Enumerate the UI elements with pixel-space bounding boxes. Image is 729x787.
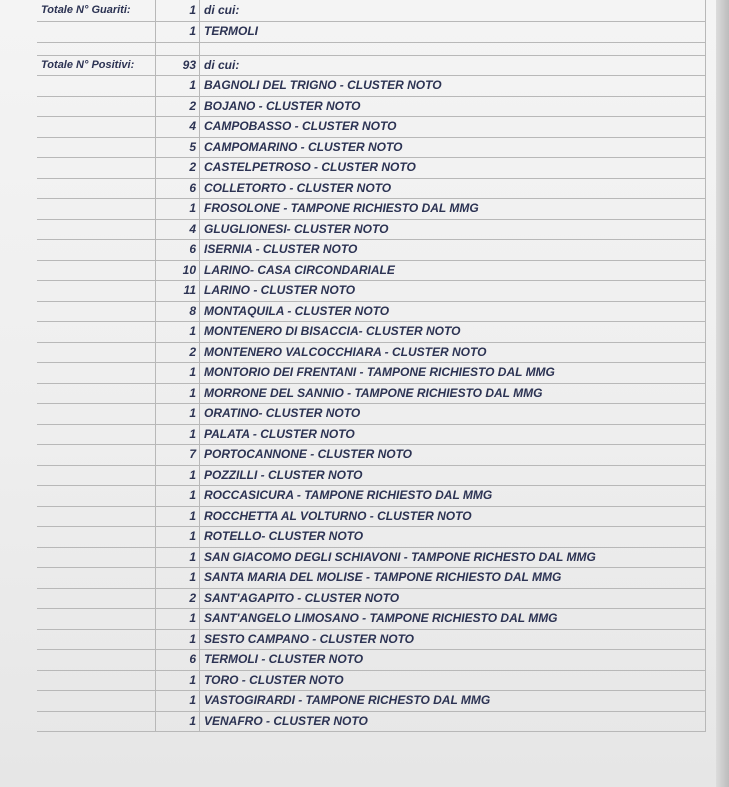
positivi-header-row [37, 55, 706, 76]
cases-table [37, 0, 706, 732]
positivi-row [37, 158, 706, 179]
positivi-row-count: 1 [156, 609, 200, 630]
positivi-row-count: 1 [156, 629, 200, 650]
positivi-row [37, 609, 706, 630]
positivi-row [37, 506, 706, 527]
positivi-row-place: FROSOLONE - TAMPONE RICHIESTO DAL MMG [200, 199, 706, 220]
guariti-header-row [37, 0, 706, 22]
positivi-row-place: BOJANO - CLUSTER NOTO [200, 96, 706, 117]
positivi-row-place: ROCCASICURA - TAMPONE RICHIESTO DAL MMG [200, 486, 706, 507]
positivi-row [37, 363, 706, 384]
positivi-row [37, 96, 706, 117]
positivi-row-count: 1 [156, 424, 200, 445]
positivi-row [37, 301, 706, 322]
positivi-label: Totale N° Positivi: [37, 55, 156, 76]
positivi-row-place: PORTOCANNONE - CLUSTER NOTO [200, 445, 706, 466]
positivi-row [37, 445, 706, 466]
positivi-row-place: ORATINO- CLUSTER NOTO [200, 404, 706, 425]
positivi-row [37, 117, 706, 138]
positivi-row-place: BAGNOLI DEL TRIGNO - CLUSTER NOTO [200, 76, 706, 97]
positivi-row-count: 1 [156, 322, 200, 343]
positivi-row-count: 1 [156, 711, 200, 732]
positivi-row [37, 650, 706, 671]
positivi-row [37, 568, 706, 589]
positivi-row-place: MONTAQUILA - CLUSTER NOTO [200, 301, 706, 322]
positivi-row [37, 322, 706, 343]
positivi-row-count: 6 [156, 650, 200, 671]
positivi-row-count: 11 [156, 281, 200, 302]
guariti-row-place: TERMOLI [200, 22, 706, 43]
guariti-total: 1 [156, 0, 200, 22]
positivi-row-count: 1 [156, 506, 200, 527]
positivi-row-count: 2 [156, 158, 200, 179]
positivi-row-place: SANT'AGAPITO - CLUSTER NOTO [200, 588, 706, 609]
positivi-row [37, 486, 706, 507]
positivi-row-place: VENAFRO - CLUSTER NOTO [200, 711, 706, 732]
positivi-row-place: MORRONE DEL SANNIO - TAMPONE RICHIESTO DAL MMG [200, 383, 706, 404]
positivi-row-place: SAN GIACOMO DEGLI SCHIAVONI - TAMPONE RICHESTO DAL MMG [200, 547, 706, 568]
positivi-row [37, 691, 706, 712]
positivi-row [37, 76, 706, 97]
positivi-row-place: LARINO - CLUSTER NOTO [200, 281, 706, 302]
positivi-row-count: 1 [156, 527, 200, 548]
positivi-row [37, 527, 706, 548]
positivi-row [37, 547, 706, 568]
positivi-row [37, 342, 706, 363]
positivi-row-count: 1 [156, 670, 200, 691]
guariti-row [37, 22, 706, 43]
positivi-row [37, 281, 706, 302]
positivi-row-count: 2 [156, 588, 200, 609]
positivi-total: 93 [156, 55, 200, 76]
positivi-row-count: 1 [156, 404, 200, 425]
positivi-row-count: 1 [156, 486, 200, 507]
guariti-row-count: 1 [156, 22, 200, 43]
positivi-row-place: POZZILLI - CLUSTER NOTO [200, 465, 706, 486]
positivi-row [37, 383, 706, 404]
positivi-row-place: SANTA MARIA DEL MOLISE - TAMPONE RICHIESTO DAL MMG [200, 568, 706, 589]
positivi-row-place: CASTELPETROSO - CLUSTER NOTO [200, 158, 706, 179]
positivi-row-place: MONTORIO DEI FRENTANI - TAMPONE RICHIESTO DAL MMG [200, 363, 706, 384]
positivi-row-place: CAMPOBASSO - CLUSTER NOTO [200, 117, 706, 138]
positivi-row-place: CAMPOMARINO - CLUSTER NOTO [200, 137, 706, 158]
positivi-row-place: ISERNIA - CLUSTER NOTO [200, 240, 706, 261]
positivi-row [37, 465, 706, 486]
positivi-row-count: 10 [156, 260, 200, 281]
positivi-row [37, 240, 706, 261]
positivi-row-count: 1 [156, 465, 200, 486]
guariti-dicui: di cui: [200, 0, 706, 22]
positivi-row [37, 629, 706, 650]
positivi-row-count: 2 [156, 96, 200, 117]
positivi-row [37, 670, 706, 691]
positivi-row-place: TORO - CLUSTER NOTO [200, 670, 706, 691]
positivi-row [37, 260, 706, 281]
positivi-row-place: MONTENERO DI BISACCIA- CLUSTER NOTO [200, 322, 706, 343]
positivi-row [37, 178, 706, 199]
positivi-row [37, 199, 706, 220]
positivi-row-place: PALATA - CLUSTER NOTO [200, 424, 706, 445]
positivi-row [37, 219, 706, 240]
positivi-dicui: di cui: [200, 55, 706, 76]
positivi-row-count: 1 [156, 76, 200, 97]
positivi-row-count: 6 [156, 240, 200, 261]
positivi-row-count: 1 [156, 199, 200, 220]
positivi-row-count: 1 [156, 363, 200, 384]
positivi-row-place: VASTOGIRARDI - TAMPONE RICHESTO DAL MMG [200, 691, 706, 712]
guariti-label: Totale N° Guariti: [37, 0, 156, 22]
positivi-row-count: 1 [156, 691, 200, 712]
positivi-row-place: SANT'ANGELO LIMOSANO - TAMPONE RICHIESTO DAL MMG [200, 609, 706, 630]
positivi-row-place: GLUGLIONESI- CLUSTER NOTO [200, 219, 706, 240]
positivi-row-place: ROCCHETTA AL VOLTURNO - CLUSTER NOTO [200, 506, 706, 527]
positivi-row-place: TERMOLI - CLUSTER NOTO [200, 650, 706, 671]
positivi-row-place: SESTO CAMPANO - CLUSTER NOTO [200, 629, 706, 650]
positivi-row [37, 137, 706, 158]
blank-row [37, 42, 706, 55]
positivi-row-count: 8 [156, 301, 200, 322]
positivi-row-count: 7 [156, 445, 200, 466]
page-edge [716, 0, 729, 787]
positivi-row [37, 711, 706, 732]
positivi-row-place: COLLETORTO - CLUSTER NOTO [200, 178, 706, 199]
positivi-row-count: 5 [156, 137, 200, 158]
positivi-row-count: 1 [156, 383, 200, 404]
positivi-row-count: 4 [156, 219, 200, 240]
positivi-row [37, 424, 706, 445]
positivi-row-count: 6 [156, 178, 200, 199]
positivi-row [37, 588, 706, 609]
positivi-row-count: 1 [156, 547, 200, 568]
positivi-row [37, 404, 706, 425]
positivi-row-count: 1 [156, 568, 200, 589]
positivi-row-place: MONTENERO VALCOCCHIARA - CLUSTER NOTO [200, 342, 706, 363]
positivi-row-place: LARINO- CASA CIRCONDARIALE [200, 260, 706, 281]
positivi-row-count: 2 [156, 342, 200, 363]
positivi-row-count: 4 [156, 117, 200, 138]
positivi-row-place: ROTELLO- CLUSTER NOTO [200, 527, 706, 548]
